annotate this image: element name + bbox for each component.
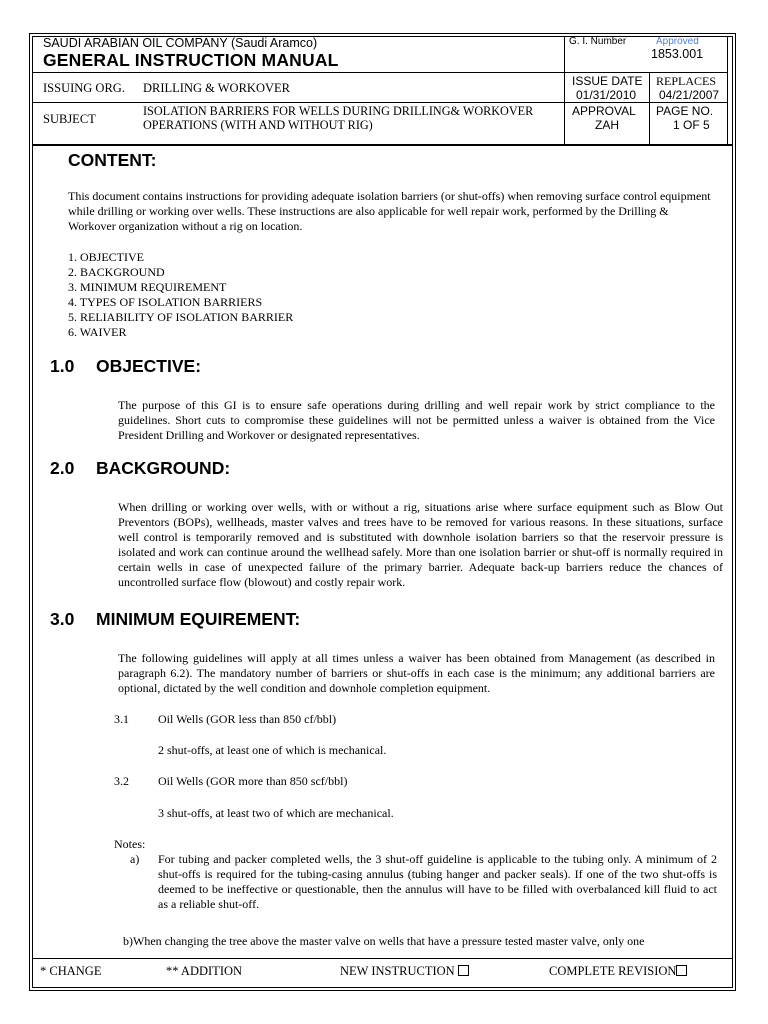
note-b-paragraph: b)When changing the tree above the master valve on wells that have a pressure tested master valve, only one <box>123 934 645 948</box>
section-title: BACKGROUND: <box>96 458 231 478</box>
gi-number-label: G. I. Number <box>569 36 627 47</box>
footer-complete-revision <box>549 964 687 979</box>
section-number: 3.0 <box>50 609 75 629</box>
replaces-date: 04/21/2007 <box>659 88 720 102</box>
section-number: 2.0 <box>50 458 75 478</box>
footer-change: * CHANGE <box>40 964 102 978</box>
notes-label: Notes: <box>114 837 146 851</box>
page-number-label: PAGE NO. <box>656 104 714 118</box>
approval-label: APPROVAL <box>572 104 636 118</box>
replaces-label: REPLACES <box>656 74 717 88</box>
section-title: MINIMUM EQUIREMENT: <box>96 609 301 629</box>
issuing-org-label: ISSUING ORG. <box>43 81 125 95</box>
gi-number: 1853.001 <box>651 47 704 61</box>
toc-item: 4. TYPES OF ISOLATION BARRIERS <box>68 295 263 309</box>
footer-addition: ** ADDITION <box>166 964 243 978</box>
issue-date: 01/31/2010 <box>576 88 637 102</box>
background-heading <box>50 458 230 479</box>
table-of-contents <box>68 250 293 340</box>
footer-complete-revision-label: COMPLETE REVISION <box>549 964 677 978</box>
footer-new-instruction <box>340 964 469 979</box>
minimum-requirement-paragraph: The following guidelines will apply at all times unless a waiver has been obtained from Management (as described in paragraph 6.2). The mandatory number of barriers or shut-offs in each case is the minimum; any additional barriers are optional, dictated by the well condition and downhole completion equipment. <box>118 651 715 695</box>
toc-item: 3. MINIMUM REQUIREMENT <box>68 280 227 294</box>
footer-new-instruction-label: NEW INSTRUCTION <box>340 964 455 978</box>
approval-value: ZAH <box>595 118 619 132</box>
item-number: 3.1 <box>114 712 129 726</box>
note-a-paragraph: For tubing and packer completed wells, the 3 shut-off guideline is applicable to the tubing only. A minimum of 2 shut-offs is required for the tubing-casing annulus (tubing hanger and packer seals). If one of the two shut-offs is deemed to be ineffective or questionable, then the annulus will have to be filled with overbalanced kill fluid to act as a reliable shut-off. <box>158 852 717 911</box>
manual-title: GENERAL INSTRUCTION MANUAL <box>43 50 339 70</box>
subject-value: ISOLATION BARRIERS FOR WELLS DURING DRILLING& WORKOVER OPERATIONS (WITH AND WITHOUT RIG) <box>143 104 534 132</box>
item-body: 3 shut-offs, at least two of which are mechanical. <box>158 806 394 820</box>
toc-item: 2. BACKGROUND <box>68 265 165 279</box>
intro-paragraph: This document contains instructions for providing adequate isolation barriers (or shut-offs) when removing surface control equipment while drilling or working over wells. These instructions are also applicable for well repair work, performed by the Drilling & Workover organization without a rig on location. <box>68 189 711 233</box>
toc-item: 1. OBJECTIVE <box>68 250 144 264</box>
section-number: 1.0 <box>50 356 75 376</box>
subject-label: SUBJECT <box>43 112 96 126</box>
note-a-label: a) <box>130 852 140 866</box>
item-body: 2 shut-offs, at least one of which is mechanical. <box>158 743 387 757</box>
new-instruction-checkbox[interactable] <box>458 965 469 976</box>
background-paragraph: When drilling or working over wells, with or without a rig, situations arise where surface equipment such as Blow Out Preventors (BOPs), wellheads, master valves and trees have to be removed for various reasons. In these situations, surface well control is temporarily removed and is substituted with downhole isolation barriers so that the reservoir pressure is isolated and work can continue around the wellhead safely. More than one isolation barrier or shut-off is normally required in certain wells in case of unexpected failure of the primary barrier. Adequate back-up barriers reduce the chances of uncontrolled surface flow (blowout) and costly repair work. <box>118 500 723 589</box>
item-title: Oil Wells (GOR more than 850 scf/bbl) <box>158 774 348 788</box>
gi-status: Approved <box>656 36 699 47</box>
toc-item: 6. WAIVER <box>68 325 127 339</box>
company-name: SAUDI ARABIAN OIL COMPANY (Saudi Aramco) <box>43 36 318 50</box>
footer-divider <box>32 958 733 959</box>
page-number: 1 OF 5 <box>673 118 710 132</box>
complete-revision-checkbox[interactable] <box>676 965 687 976</box>
objective-heading <box>50 356 201 377</box>
section-title: OBJECTIVE: <box>96 356 202 376</box>
toc-item: 5. RELIABILITY OF ISOLATION BARRIER <box>68 310 294 324</box>
issue-date-label: ISSUE DATE <box>572 74 643 88</box>
item-number: 3.2 <box>114 774 129 788</box>
minimum-requirement-heading <box>50 609 300 630</box>
item-title: Oil Wells (GOR less than 850 cf/bbl) <box>158 712 337 726</box>
issuing-org-value: DRILLING & WORKOVER <box>143 81 290 95</box>
objective-paragraph: The purpose of this GI is to ensure safe operations during drilling and well repair work by strict compliance to the guidelines. Short cuts to compromise these guidelines will not be permitted unless a waiver is obtained from the Vice President Drilling and Workover or designated representatives. <box>118 398 715 442</box>
content-heading: CONTENT: <box>68 150 157 170</box>
